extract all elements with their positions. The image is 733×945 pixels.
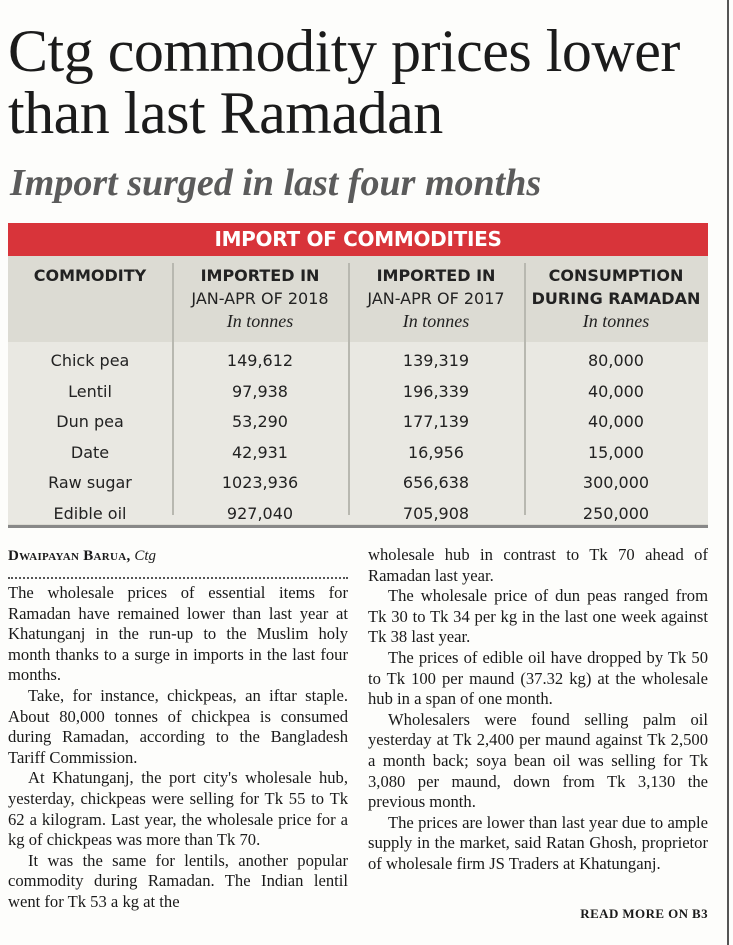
cell-2018: 927,040: [226, 503, 294, 523]
table-row: [8, 468, 708, 499]
cell-consumption: 80,000: [588, 351, 644, 370]
paragraph: At Khatunganj, the port city's wholesale hub, yesterday, chickpeas were selling for Tk 55 to Tk 62 a kilogram. Last year, the wholesale price for a kg of chickpeas was more than Tk 70.: [8, 768, 348, 850]
cell-commodity: Dun pea: [56, 412, 124, 431]
table-row: [8, 407, 708, 438]
byline-name: Dwaipayan Barua,: [8, 548, 131, 564]
paragraph: The prices are lower than last year due to ample supply in the market, said Ratan Ghosh, proprietor of wholesale firm JS Traders at Khatunganj.: [368, 812, 708, 873]
header-unit: In tonnes: [402, 311, 470, 331]
subheadline: Import surged in last four months: [10, 162, 542, 204]
cell-2018: 149,612: [226, 351, 294, 370]
table-row: [8, 438, 708, 469]
article-column-right: [368, 545, 708, 875]
table-bottom-rule: [8, 525, 708, 528]
cell-2017: 139,319: [402, 351, 470, 370]
cell-consumption: 300,000: [582, 473, 650, 492]
byline-location: Ctg: [134, 548, 157, 564]
cell-commodity: Lentil: [68, 381, 112, 401]
cell-2017: 177,139: [402, 412, 470, 431]
cell-commodity: Edible oil: [53, 503, 127, 523]
cell-2017: 16,956: [408, 442, 464, 462]
header-bold: COMMODITY: [33, 266, 147, 285]
header-bold: IMPORTED IN: [200, 266, 320, 285]
paragraph: Take, for instance, chickpeas, an iftar staple. About 80,000 tonnes of chickpea is consumed during Ramadan, according to the Bangladesh Tariff Commission.: [8, 685, 348, 767]
header-bold-2: DURING RAMADAN: [531, 289, 701, 308]
cell-2018: 1023,936: [221, 473, 299, 492]
table-body: [8, 342, 708, 524]
cell-consumption: 40,000: [588, 381, 644, 401]
header-period: JAN-APR OF 2017: [367, 289, 505, 308]
cell-2018: 53,290: [232, 412, 288, 431]
cell-commodity: Raw sugar: [48, 473, 132, 492]
cell-commodity: Date: [70, 442, 110, 462]
table-row: [8, 377, 708, 408]
cell-2017: 656,638: [402, 473, 470, 492]
cell-2018: 42,931: [232, 442, 288, 462]
paragraph: The wholesale prices of essential items for Ramadan have remained lower than last year at Khatunganj in the run-up to the Muslim holy month thanks to a surge in imports in the last four months.: [8, 583, 348, 685]
column-divider: [524, 263, 526, 515]
paragraph: wholesale hub in contrast to Tk 70 ahead of Ramadan last year.: [368, 545, 708, 585]
table-header: [8, 256, 708, 334]
column-divider: [172, 263, 174, 515]
cell-2017: 196,339: [402, 381, 470, 401]
cell-consumption: 250,000: [582, 503, 650, 523]
column-divider: [348, 263, 350, 515]
cell-2018: 97,938: [232, 381, 288, 401]
header-unit: In tonnes: [582, 311, 650, 331]
header-bold: IMPORTED IN: [376, 266, 496, 285]
read-more-link[interactable]: READ MORE ON B3: [580, 906, 708, 921]
header-consumption: [524, 264, 708, 333]
header-period: JAN-APR OF 2018: [191, 289, 329, 308]
paragraph: Wholesalers were found selling palm oil yesterday at Tk 2,400 per maund against Tk 2,500 a month back; soya bean oil was selling for Tk 3,080 per maund, down from Tk 3,130 the previous month.: [368, 709, 708, 812]
headline: Ctg commodity prices lower than last Ramadan: [8, 18, 680, 146]
import-table: [8, 223, 708, 528]
paragraph: The prices of edible oil have dropped by Tk 50 to Tk 100 per maund (37.32 kg) at the wholesale hub in a span of one month.: [368, 647, 708, 709]
header-unit: In tonnes: [226, 311, 294, 331]
article-column-left: [8, 545, 348, 913]
cell-consumption: 40,000: [588, 412, 644, 431]
header-imported-2018: [172, 264, 348, 333]
table-title: IMPORT OF COMMODITIES: [8, 223, 708, 256]
cell-2017: 705,908: [402, 503, 470, 523]
cell-commodity: Chick pea: [50, 351, 130, 370]
header-bold: CONSUMPTION: [548, 266, 684, 285]
byline-divider: [8, 565, 348, 579]
cell-consumption: 15,000: [588, 442, 644, 462]
table-row: [8, 346, 708, 377]
byline: [8, 545, 348, 567]
paragraph: It was the same for lentils, another popular commodity during Ramadan. The Indian lentil went for Tk 53 a kg at the: [8, 850, 348, 911]
column-rule: [727, 0, 729, 945]
paragraph: The wholesale price of dun peas ranged from Tk 30 to Tk 34 per kg in the last one week against Tk 38 last year.: [368, 586, 708, 647]
header-imported-2017: [348, 264, 524, 333]
header-commodity: [8, 264, 172, 287]
